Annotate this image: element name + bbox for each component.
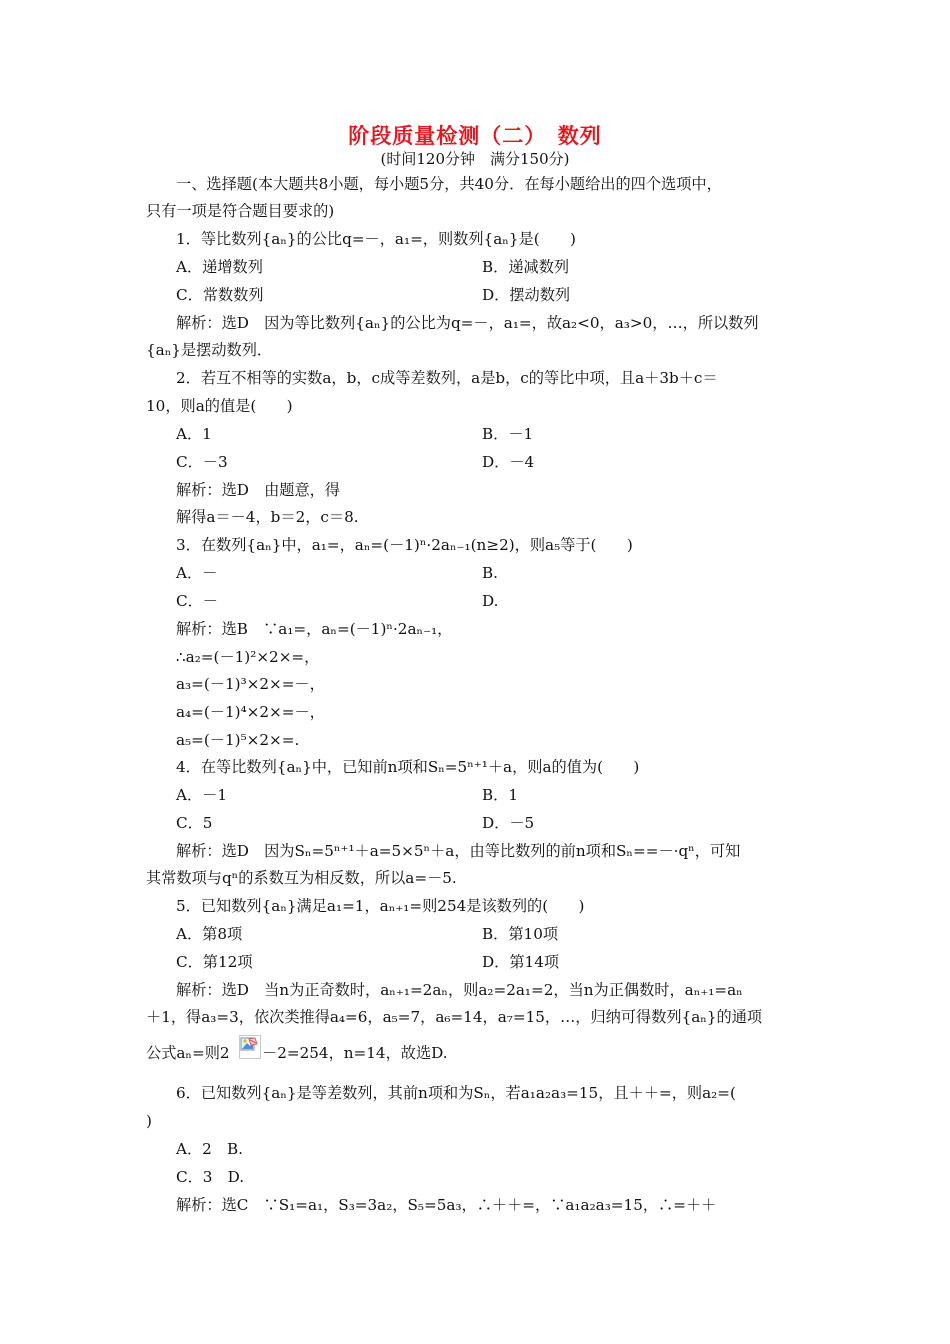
q1-solution: 解析：选D 因为等比数列{aₙ}的公比为q=－，a₁=，故a₂<0，a₃>0，…，所以数列 bbox=[176, 314, 759, 332]
q2-option-d: D．－4 bbox=[482, 453, 535, 471]
question-4: 4．在等比数列{aₙ}中，已知前n项和Sₙ=5ⁿ⁺¹＋a，则a的值为( ) bbox=[176, 758, 640, 776]
q5-solution-cont-1: ＋1，得a₃=3，依次类推得a₄=6，a₅=7，a₆=14，a₇=15，…，归纳可得数列{aₙ}的通项 bbox=[146, 1008, 763, 1026]
q2-option-b: B．－1 bbox=[482, 425, 534, 443]
q3-solution-step-2: a₃=(－1)³×2×=－， bbox=[176, 675, 325, 693]
q1-option-b: B．递减数列 bbox=[482, 258, 570, 276]
q5-option-d: D．第14项 bbox=[482, 953, 560, 971]
question-3: 3．在数列{aₙ}中，a₁=，aₙ=(－1)ⁿ·2aₙ₋₁(n≥2)，则a₅等于( ) bbox=[176, 536, 633, 554]
q6-options-ab: A．2 B. bbox=[176, 1140, 243, 1158]
q6-solution: 解析：选C ∵S₁=a₁，S₃=3a₂，S₅=5a₃，∴＋＋=，∵a₁a₂a₃=15，∴=＋＋ bbox=[176, 1196, 717, 1214]
q3-option-a: A．－ bbox=[176, 564, 218, 582]
section-heading: 一、选择题(本大题共8小题，每小题5分，共40分．在每小题给出的四个选项中， bbox=[176, 175, 722, 193]
question-6-cont: ) bbox=[146, 1112, 152, 1130]
q4-solution-cont: 其常数项与qⁿ的系数互为相反数，所以a=－5. bbox=[146, 869, 457, 887]
q4-option-d: D．－5 bbox=[482, 814, 535, 832]
q3-option-b: B. bbox=[482, 564, 498, 582]
q1-option-c: C．常数数列 bbox=[176, 286, 264, 304]
q6-options-cd: C．3 D. bbox=[176, 1168, 245, 1186]
broken-image-icon bbox=[239, 1035, 261, 1059]
q4-option-b: B．1 bbox=[482, 786, 519, 804]
q1-option-d: D．摆动数列 bbox=[482, 286, 571, 304]
q5-solution-cont-3: －2=254，n=14，故选D. bbox=[262, 1044, 448, 1062]
q3-solution-step-4: a₅=(－1)⁵×2×=. bbox=[176, 731, 300, 749]
q2-option-c: C．－3 bbox=[176, 453, 228, 471]
question-5: 5．已知数列{aₙ}满足a₁=1，aₙ₊₁=则254是该数列的( ) bbox=[176, 897, 585, 915]
q1-solution-cont: {aₙ}是摆动数列． bbox=[146, 341, 273, 359]
question-2: 2．若互不相等的实数a，b，c成等差数列，a是b，c的等比中项，且a＋3b＋c＝ bbox=[176, 369, 718, 387]
q5-solution-cont-2: 公式aₙ=则2 bbox=[146, 1044, 230, 1062]
q3-option-d: D. bbox=[482, 592, 499, 610]
q2-option-a: A．1 bbox=[176, 425, 212, 443]
q3-option-c: C．－ bbox=[176, 592, 218, 610]
page-title: 阶段质量检测（二） 数列 bbox=[348, 124, 602, 148]
q5-option-a: A．第8项 bbox=[176, 925, 243, 943]
q1-option-a: A．递增数列 bbox=[176, 258, 263, 276]
q3-solution-step-1: ∴a₂=(－1)²×2×=， bbox=[176, 648, 320, 666]
q5-option-c: C．第12项 bbox=[176, 953, 253, 971]
q2-solution: 解析：选D 由题意，得 bbox=[176, 481, 341, 499]
question-6: 6．已知数列{aₙ}是等差数列，其前n项和为Sₙ，若a₁a₂a₃=15，且＋＋=，则a₂=( bbox=[176, 1084, 736, 1102]
q5-solution: 解析：选D 当n为正奇数时，aₙ₊₁=2aₙ，则a₂=2a₁=2，当n为正偶数时，aₙ₊₁=aₙ bbox=[176, 981, 743, 999]
question-1: 1．等比数列{aₙ}的公比q=－，a₁=，则数列{aₙ}是( ) bbox=[176, 230, 576, 248]
q4-solution: 解析：选D 因为Sₙ=5ⁿ⁺¹＋a=5×5ⁿ＋a，由等比数列的前n项和Sₙ==－·qⁿ，可知 bbox=[176, 842, 741, 860]
q4-option-a: A．－1 bbox=[176, 786, 228, 804]
q4-option-c: C．5 bbox=[176, 814, 213, 832]
q3-solution-step-3: a₄=(－1)⁴×2×=－， bbox=[176, 703, 325, 721]
question-2-cont: 10，则a的值是( ) bbox=[146, 397, 293, 415]
q3-solution: 解析：选B ∵a₁=，aₙ=(－1)ⁿ·2aₙ₋₁， bbox=[176, 620, 453, 638]
q5-option-b: B．第10项 bbox=[482, 925, 559, 943]
q2-solution-cont: 解得a＝－4，b＝2，c＝8. bbox=[176, 508, 359, 526]
section-heading-cont: 只有一项是符合题目要求的) bbox=[146, 202, 335, 220]
page-subtitle: (时间120分钟 满分150分) bbox=[380, 150, 570, 168]
